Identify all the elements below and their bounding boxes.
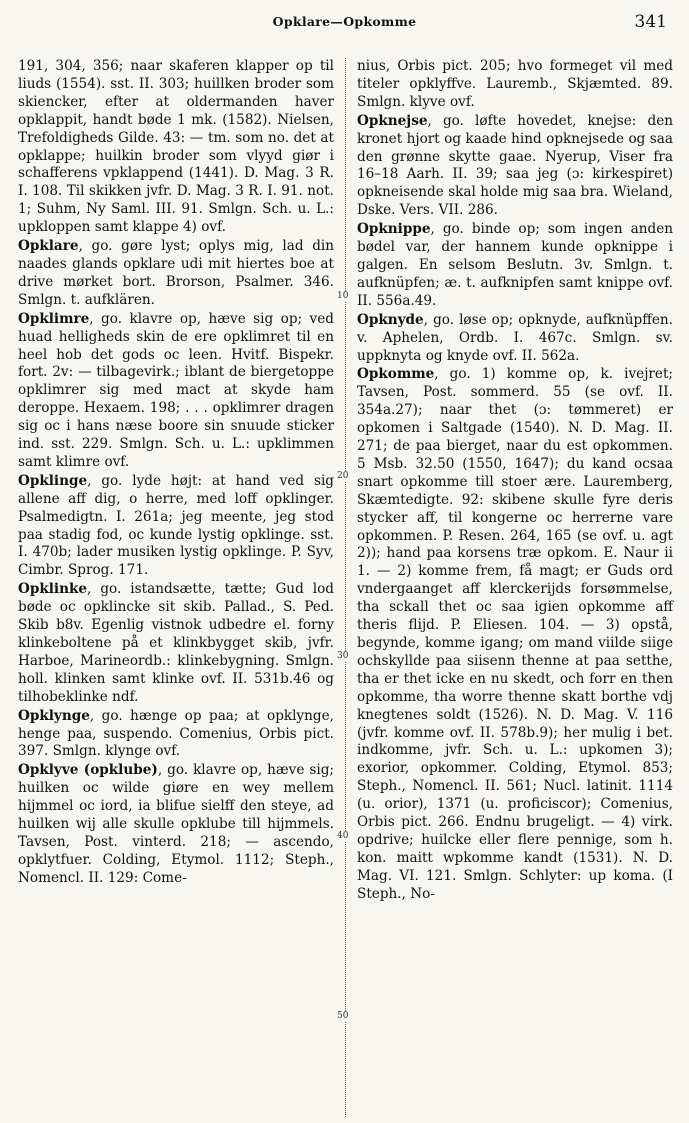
- line-number: 20: [337, 471, 349, 481]
- dictionary-entry: [357, 221, 673, 311]
- entry-text: , go. klavre op, hæve sig op; ved huad helligheds skin de ere opklimret til en heel hob det gods oc leen. Hvitf. Bispekr. fort. 2v: — tilbagevirk.; iblant de biergetoppe opklimrer sig med mact at skyde ham deroppe. Hexaem. 198; . . . opklimrer dragen sig oc i hans næse boore sin snuude sticker ind. sst. 229. Smlgn. Sch. u. L.: upklimmen samt klimre ovf.: [18, 310, 334, 470]
- column-divider: [345, 58, 346, 1117]
- entry-headword: Opklare: [18, 238, 79, 255]
- line-number: 40: [337, 831, 349, 841]
- entry-headword: Opklinge: [18, 472, 88, 489]
- dictionary-entry: [357, 312, 673, 366]
- entry-headword: Opklinke: [18, 581, 88, 598]
- dictionary-entry: [18, 58, 334, 237]
- dictionary-entry: [357, 58, 673, 112]
- line-number: 10: [337, 291, 349, 301]
- page-number: 341: [634, 12, 667, 32]
- dictionary-entry: [357, 113, 673, 220]
- left-column: [18, 58, 334, 888]
- entry-text: , go. løfte hovedet, knejse: den kronet hjort og kaade hind opknejsede og saa den grønne skytte gaae. Nyerup, Viser fra 16–18 Aarh. II. 39; saa jeg (ɔ: kirkespiret) opkneisende skal holde mig saa bra. Wieland, Dske. Vers. VII. 286.: [357, 112, 673, 219]
- line-number: 50: [337, 1011, 349, 1021]
- line-number: 30: [337, 651, 349, 661]
- entry-text: , go. lyde højt: at hand ved sig allene aff dig, o herre, med loff opklinger. Psalmedigtn. I. 261a; jeg meente, jeg stod paa stadig fod, oc kunde lystig opklinge. sst. I. 470b; lader musiken lystig opklinge. P. Syv, Cimbr. Sprog. 171.: [18, 472, 334, 579]
- right-column: [357, 58, 673, 904]
- dictionary-entry: [18, 473, 334, 580]
- entry-headword: Opknejse: [357, 112, 428, 129]
- dictionary-columns: [18, 58, 675, 1117]
- dictionary-entry: [18, 311, 334, 472]
- entry-headword: Opkomme: [357, 366, 435, 383]
- dictionary-entry: [18, 762, 334, 887]
- dictionary-entry: [18, 708, 334, 762]
- entry-text: , go. hænge op paa; at opklynge, henge paa, suspendo. Comenius, Orbis pict. 397. Smlgn. klynge ovf.: [18, 707, 334, 760]
- entry-text: 191, 304, 356; naar skaferen klapper op til liuds (1554). sst. II. 303; huillken broder som skiencker, efter at oldermanden haver opklappit, handt bøde 1 mk. (1582). Nielsen, Trefoldigheds Gilde. 43: — tm. som no. det at opklappe; huilkin broder som vlyyd giør i schafferens vpklappend (1441). D. Mag. 3 R. I. 108. Til skikken jvfr. D. Mag. 3 R. I. 91. not. 1; Suhm, Ny Saml. III. 91. Smlgn. Sch. u. L.: upkloppen samt klappe 4) ovf.: [18, 58, 334, 236]
- dictionary-entry: [18, 581, 334, 706]
- entry-text: nius, Orbis pict. 205; hvo formeget vil med titeler opklyffve. Lauremb., Skjæmted. 89. Smlgn. klyve ovf.: [357, 58, 673, 110]
- entry-text: , go. løse op; opknyde, aufknüpffen. v. Aphelen, Ordb. I. 467c. Smlgn. sv. uppknyta og knyde ovf. II. 562a.: [357, 311, 673, 364]
- entry-text: , go. 1) komme op, k. ivejret; Tavsen, Post. sommerd. 55 (se ovf. II. 354a.27); naar thet (ɔ: tømmeret) er opkomen i Saltgade (1540). N. D. Mag. II. 271; de paa bierget, naar du est opkommen. 5 Msb. 32.50 (1550, 1647); du kand ocsaa snart opkomme till stoer ære. Lauremberg, Skæmtedigte. 92: skibene skulle fyre deris stycker aff, til kongerne oc herrerne vare opkommen. P. Resen. 264, 165 (se ovf. u. agt 2)); hand paa korsens træ opkom. E. Naur ii 1. — 2) komme frem, få magt; er Guds ord vndergaanget aff klerckerijds forsømmelse, tha sckall thet oc saa igien opkomme aff theris flijd. P. Eliesen. 104. — 3) opstå, begynde, komme igang; om mand viilde siige ochskyllde paa siisenn thenne at paa setthe, tha er thet icke en nu skedt, och forr en then opkomme, tha worre thenne skatt borthe vdj knegtenes soldt (1526). N. D. Mag. V. 116 (jvfr. komme ovf. II. 578b.9); her mulig i bet. indkomme, jvfr. Sch. u. L.: upkomen 3); exorior, opkommer. Colding, Etymol. 853; Steph., Nomencl. II. 561; Nucl. latinit. 1114 (u. orior), 1371 (u. proficiscor); Comenius, Orbis pict. 266. Endnu brugeligt. — 4) virk. opdrive; huilcke eller flere pennige, som h. kon. maitt wpkomme kandt (1531). N. D. Mag. VI. 121. Smlgn. Schlyter: up koma. (I Steph., No-: [357, 366, 673, 902]
- running-head: Opklare—Opkomme: [272, 14, 417, 29]
- entry-headword: Opklimre: [18, 310, 90, 327]
- entry-text: , go. klavre op, hæve sig; huilken oc wilde giøre en wey mellem hijmmel oc iord, ia blifue sielff den steye, ad huilken wij alle skulle opklube till hijmmels. Tavsen, Post. vinterd. 218; — ascendo, opklytfuer. Colding, Etymol. 1112; Steph., Nomencl. II. 129: Come-: [18, 762, 334, 886]
- dictionary-entry: [357, 366, 673, 903]
- entry-text: , go. istandsætte, tætte; Gud lod bøde oc opklincke sit skib. Pallad., S. Ped. Skib b8v. Egenlig vistnok udbedre el. forny klinkeboltene på et klinkbygget skib, jvfr. Harboe, Marineordb.: klinkebygning. Smlgn. holl. klinken samt klinke ovf. II. 531b.46 og tilhobeklinke ndf.: [18, 581, 334, 705]
- entry-headword: Opknippe: [357, 221, 431, 238]
- entry-headword: Opklyve (opklube): [18, 762, 158, 779]
- entry-headword: Opklynge: [18, 707, 90, 724]
- page-header: [18, 14, 671, 38]
- entry-text: , go. binde op; som ingen anden bødel var, der hannem kunde opknippe i galgen. En selsom Beslutn. 3v. Smlgn. t. aufknüpfen; æ. t. aufknipfen samt knippe ovf. II. 556a.49.: [357, 221, 673, 309]
- entry-headword: Opknyde: [357, 311, 424, 328]
- dictionary-entry: [18, 238, 334, 310]
- entry-text: , go. gøre lyst; oplys mig, lad din naades glands opklare udi mit hiertes boe at drive mørket bort. Brorson, Psalmer. 346. Smlgn. t. aufklären.: [18, 238, 334, 308]
